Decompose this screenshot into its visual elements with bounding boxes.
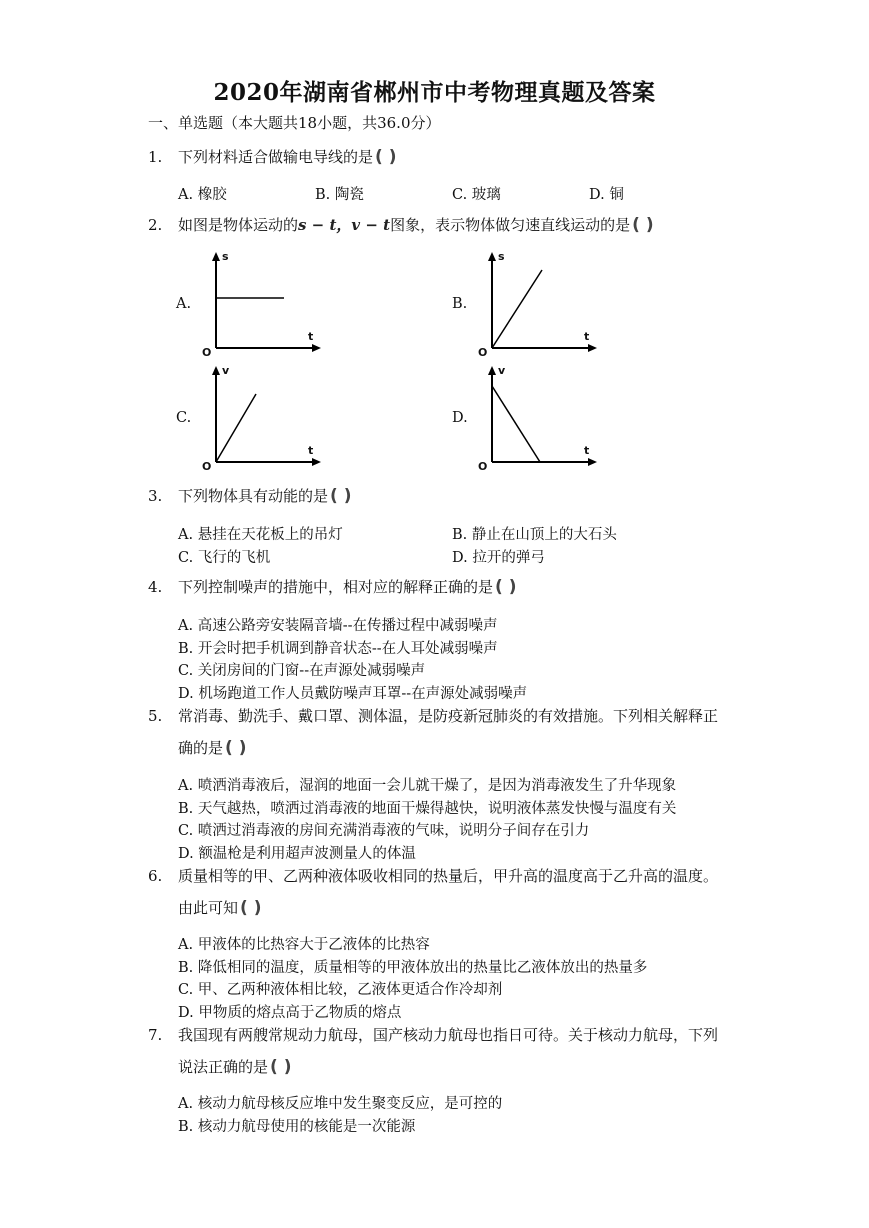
question-5 [148, 705, 718, 726]
question-number: 3. [148, 487, 163, 505]
option-a: A. 喷洒消毒液后，湿润的地面一会儿就干燥了，是因为消毒液发生了升华现象 [178, 778, 677, 794]
question-number: 7. [148, 1026, 163, 1044]
question-7 [148, 1024, 718, 1045]
question-6-cont [178, 897, 268, 918]
question-text: 下列物体具有动能的是 [178, 487, 329, 505]
option-c: C. 飞行的飞机 [178, 550, 271, 566]
graph-b-line [492, 270, 542, 348]
question-4 [148, 576, 523, 597]
question-1 [148, 146, 403, 167]
graph-c-ylabel: v [222, 364, 230, 377]
question-text-cont: 说法正确的是 [178, 1058, 269, 1076]
graph-d-label: D. [452, 410, 468, 426]
graph-b-ylabel: s [498, 250, 505, 263]
answer-bracket: () [225, 738, 253, 758]
option-a: A. 悬挂在天花板上的吊灯 [178, 527, 343, 543]
graph-a-xlabel: t [308, 330, 314, 343]
graph-c-line [216, 394, 256, 462]
option-b: B. 降低相同的温度，质量相等的甲液体放出的热量比乙液体放出的热量多 [178, 960, 648, 976]
graph-b-origin: O [478, 346, 488, 358]
graph-c-xlabel: t [308, 444, 314, 457]
option-b: B. 核动力航母使用的核能是一次能源 [178, 1119, 416, 1135]
graph-a-label: A. [176, 296, 192, 312]
math-expression: s − t，v − t [298, 216, 391, 234]
question-text: 下列材料适合做输电导线的是 [178, 148, 374, 166]
question-number: 5. [148, 707, 163, 725]
question-5-cont [178, 737, 253, 758]
graph-d [472, 362, 602, 472]
graph-c-origin: O [202, 460, 212, 472]
answer-bracket: () [375, 147, 403, 167]
question-6 [148, 865, 718, 886]
question-text: 我国现有两艘常规动力航母，国产核动力航母也指日可待。关于核动力航母，下列 [178, 1026, 719, 1044]
question-2 [148, 214, 660, 235]
option-a: A. 核动力航母核反应堆中发生聚变反应，是可控的 [178, 1096, 503, 1112]
option-a: A. 高速公路旁安装隔音墙--在传播过程中减弱噪声 [178, 618, 498, 634]
option-b: B. 开会时把手机调到静音状态--在人耳处减弱噪声 [178, 641, 498, 657]
page-title: 2020年湖南省郴州市中考物理真题及答案 [213, 79, 656, 106]
question-number: 2. [148, 216, 163, 234]
graph-a-ylabel: s [222, 250, 229, 263]
option-d: D. 甲物质的熔点高于乙物质的熔点 [178, 1005, 402, 1021]
question-number: 4. [148, 578, 163, 596]
option-b: B. 陶瓷 [315, 187, 364, 203]
option-d: D. 铜 [589, 187, 624, 203]
question-7-cont [178, 1056, 298, 1077]
question-text: 质量相等的甲、乙两种液体吸收相同的热量后，甲升高的温度高于乙升高的温度。 [178, 867, 719, 885]
graph-c-label: C. [176, 410, 192, 426]
option-c: C. 关闭房间的门窗--在声源处减弱噪声 [178, 663, 426, 679]
answer-bracket: () [330, 486, 358, 506]
option-a: A. 橡胶 [178, 187, 227, 203]
question-number: 6. [148, 867, 163, 885]
question-text-cont: 由此可知 [178, 899, 239, 917]
graph-d-xlabel: t [584, 444, 590, 457]
question-text-cont: 确的是 [178, 739, 224, 757]
option-c: C. 玻璃 [452, 187, 501, 203]
question-3 [148, 485, 358, 506]
option-b: B. 静止在山顶上的大石头 [452, 527, 617, 543]
graph-a [196, 248, 326, 358]
graph-d-ylabel: v [498, 364, 506, 377]
question-text: 下列控制噪声的措施中，相对应的解释正确的是 [178, 578, 494, 596]
graph-d-line [492, 386, 540, 462]
option-d: D. 额温枪是利用超声波测量人的体温 [178, 846, 416, 862]
section-heading: 一、单选题（本大题共18小题，共36.0分） [148, 114, 441, 132]
answer-bracket: () [240, 898, 268, 918]
graph-a-origin: O [202, 346, 212, 358]
graph-b [472, 248, 602, 358]
graph-b-xlabel: t [584, 330, 590, 343]
graph-d-origin: O [478, 460, 488, 472]
option-d: D. 拉开的弹弓 [452, 550, 545, 566]
option-d: D. 机场跑道工作人员戴防噪声耳罩--在声源处减弱噪声 [178, 686, 528, 702]
graph-c [196, 362, 326, 472]
option-c: C. 甲、乙两种液体相比较，乙液体更适合作冷却剂 [178, 982, 503, 998]
question-text-cont: 图象，表示物体做匀速直线运动的是 [390, 216, 631, 234]
answer-bracket: () [632, 215, 660, 235]
question-text: 常消毒、勤洗手、戴口罩、测体温，是防疫新冠肺炎的有效措施。下列相关解释正 [178, 707, 719, 725]
graph-b-label: B. [452, 296, 468, 312]
question-number: 1. [148, 148, 163, 166]
answer-bracket: () [495, 577, 523, 597]
option-c: C. 喷洒过消毒液的房间充满消毒液的气味，说明分子间存在引力 [178, 823, 590, 839]
answer-bracket: () [270, 1057, 298, 1077]
option-a: A. 甲液体的比热容大于乙液体的比热容 [178, 937, 430, 953]
option-b: B. 天气越热，喷洒过消毒液的地面干燥得越快，说明液体蒸发快慢与温度有关 [178, 801, 677, 817]
question-text: 如图是物体运动的 [178, 216, 299, 234]
